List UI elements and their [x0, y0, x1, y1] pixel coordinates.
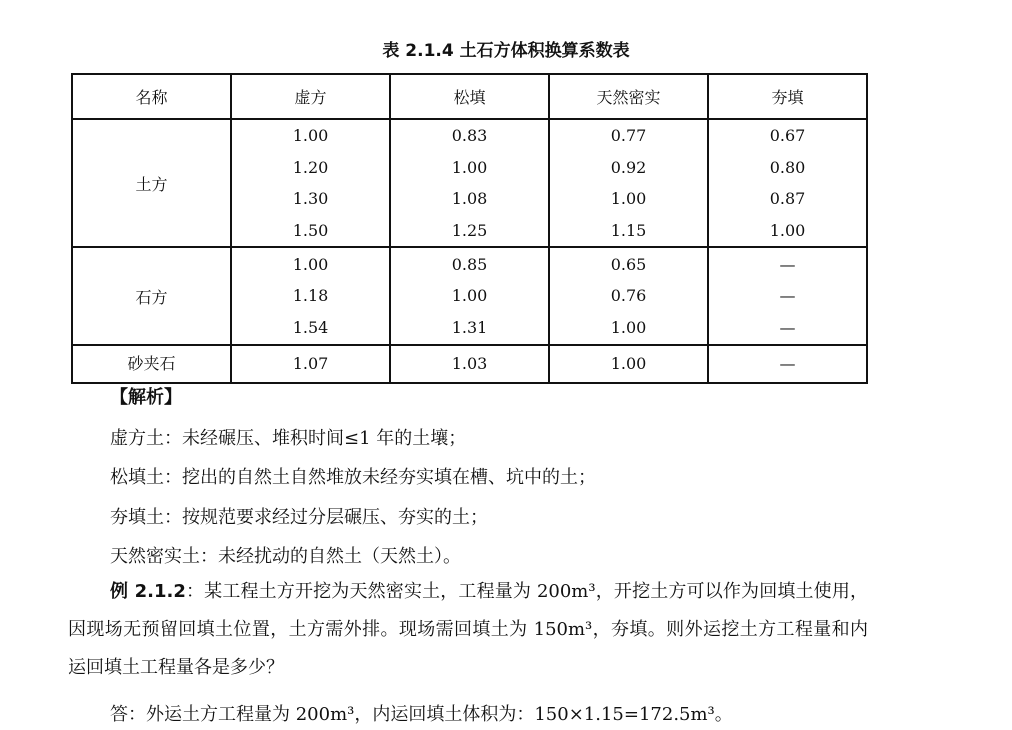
table-cell: 0.77	[610, 126, 647, 145]
table-cell: 0.83	[451, 126, 488, 145]
table-row-sand-gravel	[72, 345, 867, 383]
table-cell: 1.25	[451, 220, 488, 240]
table-caption: 表 2.1.4 土石方体积换算系数表	[382, 41, 630, 61]
stonework-col-compacted	[708, 247, 867, 345]
table-cell: 1.31	[451, 317, 488, 337]
table-cell: 1.54	[292, 317, 329, 337]
table-cell: 1.00	[549, 345, 708, 383]
header-loose-fill: 松填	[390, 74, 549, 119]
stonework-col-natural-dense	[549, 247, 708, 345]
table-cell: 0.76	[610, 286, 647, 306]
analysis-line-loose-soil: 虚方土：未经碾压、堆积时间≤1 年的土壤；	[110, 428, 467, 449]
table-cell: 0.85	[451, 254, 488, 274]
header-name: 名称	[72, 74, 231, 119]
table-cell: —	[708, 345, 867, 383]
earthwork-col-compacted	[708, 119, 867, 247]
table-cell: 1.00	[451, 157, 488, 177]
earthwork-col-loose-fill	[390, 119, 549, 247]
table-cell: 1.00	[610, 189, 647, 208]
table-cell: 1.00	[610, 317, 647, 337]
table-cell: 1.30	[292, 189, 329, 208]
table-cell: 1.03	[390, 345, 549, 383]
example-paragraph	[68, 573, 868, 687]
header-natural-dense: 天然密实	[549, 74, 708, 119]
table-cell: 1.00	[769, 220, 806, 240]
table-cell: 1.08	[451, 189, 488, 208]
stonework-col-loose-fill	[390, 247, 549, 345]
table-row-earthwork	[72, 119, 867, 247]
example-label: 例 2.1.2	[110, 581, 186, 602]
answer-line: 答：外运土方工程量为 200m³，内运回填土体积为：150×1.15=172.5m³。	[110, 704, 733, 725]
table-cell: 0.92	[610, 157, 647, 177]
table-cell: —	[779, 286, 796, 306]
table-cell: 1.00	[292, 254, 329, 274]
table-cell: 0.67	[769, 126, 806, 145]
analysis-line-compacted-soil: 夯填土：按规范要求经过分层碾压、夯实的土；	[110, 507, 488, 528]
table-cell: 0.87	[769, 189, 806, 208]
header-loose: 虚方	[231, 74, 390, 119]
stonework-col-loose	[231, 247, 390, 345]
table-cell: 1.18	[292, 286, 329, 306]
earthwork-col-natural-dense	[549, 119, 708, 247]
table-cell: 0.80	[769, 157, 806, 177]
analysis-line-natural-soil: 天然密实土：未经扰动的自然土（天然土）。	[110, 546, 461, 567]
table-cell: 0.65	[610, 254, 647, 274]
table-cell: —	[779, 317, 796, 337]
header-compacted: 夯填	[708, 74, 867, 119]
table-cell: 1.20	[292, 157, 329, 177]
table-cell: 1.15	[610, 220, 647, 240]
table-row-stonework	[72, 247, 867, 345]
table-header-row	[72, 74, 867, 119]
table-cell: 1.07	[231, 345, 390, 383]
analysis-line-loose-fill-soil: 松填土：挖出的自然土自然堆放未经夯实填在槽、坑中的土；	[110, 467, 596, 488]
table-cell: —	[779, 254, 796, 274]
row-label-stonework: 石方	[72, 247, 231, 345]
table-cell: 1.00	[292, 126, 329, 145]
conversion-table	[71, 73, 868, 384]
table-cell: 1.50	[292, 220, 329, 240]
row-label-sand-gravel: 砂夹石	[72, 345, 231, 383]
table-cell: 1.00	[451, 286, 488, 306]
earthwork-col-loose	[231, 119, 390, 247]
example-text: ：某工程土方开挖为天然密实土，工程量为 200m³，开挖土方可以作为回填土使用，因现场无预留回填土位置，土方需外排。现场需回填土为 150m³，夯填。则外运挖土方工程量和内运回填土工程量各是多少？	[68, 581, 869, 678]
row-label-earthwork: 土方	[72, 119, 231, 247]
analysis-heading: 【解析】	[110, 387, 182, 408]
